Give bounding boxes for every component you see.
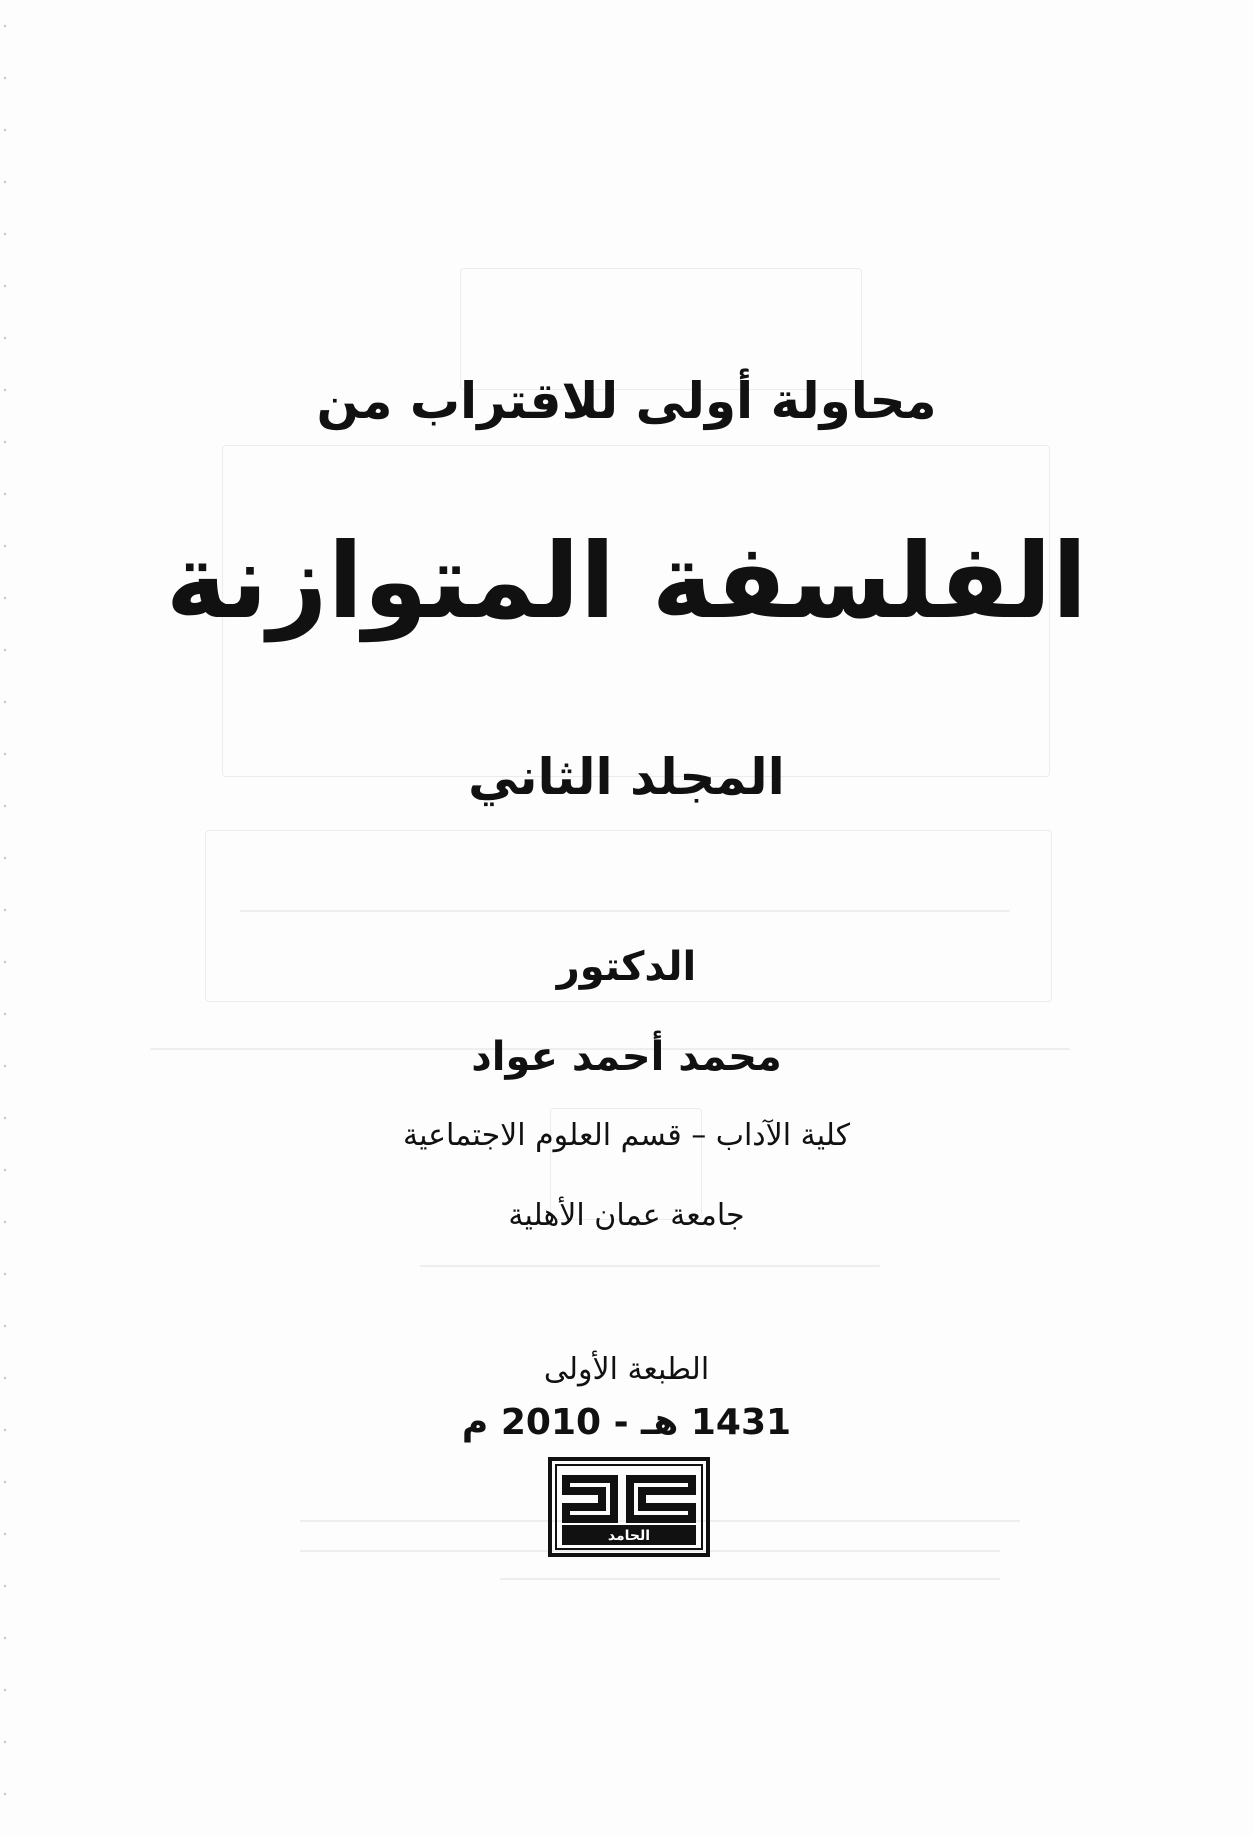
author-university: جامعة عمان الأهلية: [508, 1198, 745, 1233]
book-volume: المجلد الثاني: [468, 748, 785, 806]
book-title: الفلسفة المتوازنة: [165, 520, 1088, 642]
publisher-logo-text: الحامد: [607, 1528, 651, 1544]
publisher-logo-svg: [548, 1457, 710, 1557]
edition-label: الطبعة الأولى: [543, 1352, 710, 1387]
author-name: محمد أحمد عواد: [471, 1034, 782, 1080]
publisher-logo-icon: [548, 1457, 710, 1557]
book-subtitle: محاولة أولى للاقتراب من: [316, 372, 937, 430]
bleed-through-line: [240, 910, 1010, 912]
bleed-through-line: [420, 1265, 880, 1267]
bleed-through-line: [500, 1578, 1000, 1580]
author-prefix: الدكتور: [556, 944, 697, 990]
binding-edge-dots: [2, 0, 8, 1835]
author-faculty: كلية الآداب – قسم العلوم الاجتماعية: [403, 1118, 850, 1153]
publication-year: 1431 هـ - 2010 م: [461, 1402, 792, 1443]
